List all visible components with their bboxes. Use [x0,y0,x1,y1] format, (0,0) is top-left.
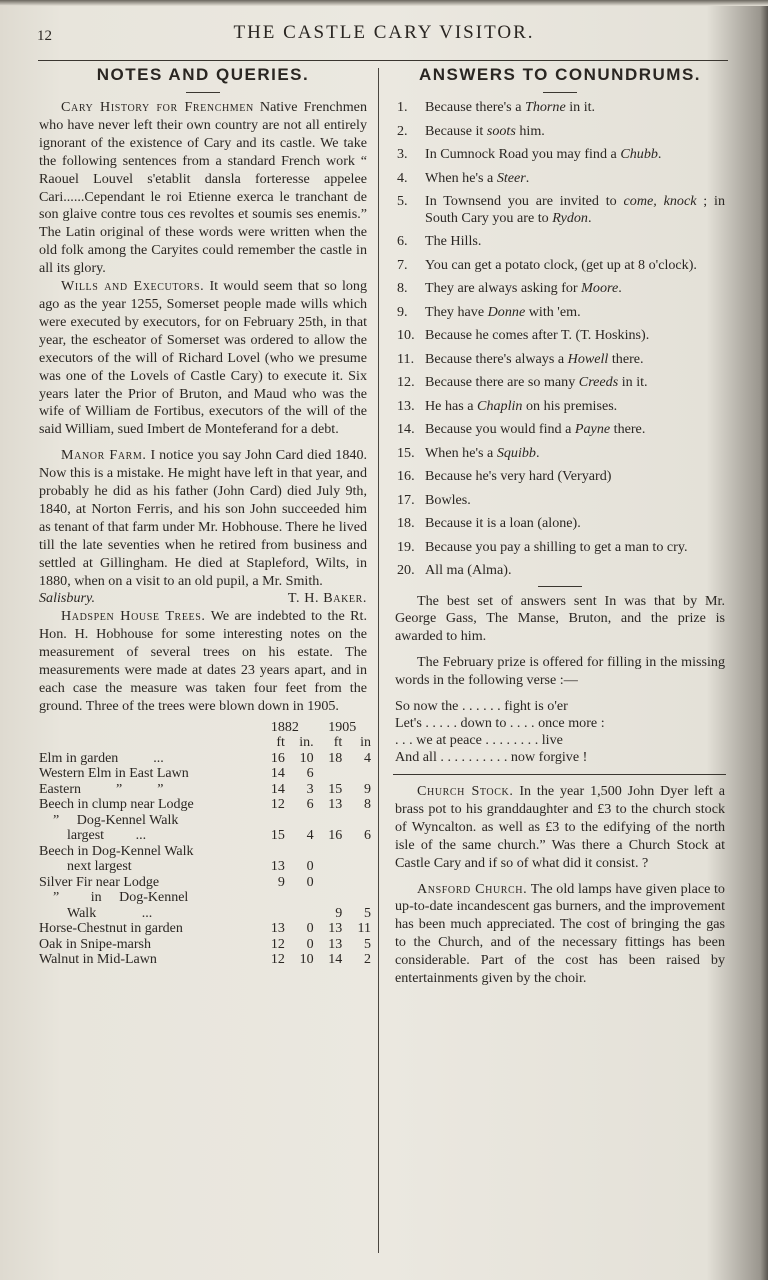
measurement-cell: 13 [270,859,285,875]
measurement-cell: 10 [299,952,314,968]
article-body: Native Frenchmen who have never left their own country are not all entirely ignorant of the existence of Cary and its castle. We take the following sentences from a standard French work “ Raouel Louvel s'etablit dansla forteresse appelee Cari......Cependant le roi Etienne exerca le tranchant de son glaive contre tous ces revoltes et soumis ses enemis.” The Latin original of these words were written when the old folk among the Caryites could remember the castle in all its glory. [39,99,367,277]
running-title: THE CASTLE CARY VISITOR. [233,22,535,43]
answer-item [395,421,725,438]
measurement-cell [285,813,314,829]
answer-fragment: Because there are so many [425,374,579,390]
unit: in. [299,735,314,751]
answer-number: 20. [397,562,415,578]
answer-item [395,398,725,415]
answer-emphasis: Squibb [496,444,536,461]
verse-line: Let's . . . . . down to . . . . once more : [395,715,605,732]
answer-text [425,468,725,485]
answer-fragment: All ma (Alma). [425,562,512,578]
answer-item [395,562,725,579]
answer-fragment: . [587,209,592,226]
measurement-cell: 0 [306,874,314,890]
measurement-cell [285,906,314,922]
heading-dash [543,92,577,93]
answer-fragment: Because there's always a [425,350,568,367]
answer-fragment: ; in South Cary you are to [425,193,725,226]
answer-item [395,193,725,226]
answer-number: 8. [397,280,408,296]
answer-text [425,327,725,344]
measurement-cell [314,890,343,906]
table-row [39,766,371,782]
tree-name: Oak in Snipe-marsh [39,936,151,952]
heading-dash [186,92,220,93]
answer-number: 6. [397,233,408,249]
measurement-cell [256,844,285,860]
table-row [39,751,371,767]
section-dash [538,586,582,587]
tree-name: ” in Dog-Kennel [39,890,189,906]
answer-text [425,99,725,116]
measurement-cell [314,875,343,891]
measurement-cell: 12 [270,952,285,968]
answer-fragment: When he's a [425,444,497,461]
answer-fragment: Because there's a [425,99,525,115]
answer-number: 12. [397,374,415,390]
answer-number: 19. [397,538,415,555]
measurement-cell [314,813,343,829]
answer-text [425,515,725,532]
tree-name: next largest [39,859,132,875]
table-row [39,921,371,937]
answer-number: 14. [397,421,415,437]
tree-name: Eastern ” ” [39,781,164,797]
answer-item [395,233,725,250]
answer-fragment: In Townsend you are invited to [425,193,624,209]
measurement-cell: 13 [328,936,343,952]
answer-item [395,257,725,274]
answer-text [425,562,725,579]
year-1905: 1905 [328,719,357,735]
tree-name: Beech in Dog-Kennel Walk [39,843,194,859]
answer-fragment: in it. [618,374,648,390]
tree-name: Walnut in Mid-Lawn [39,952,157,968]
measurement-cell: 11 [357,921,371,937]
answer-number: 2. [397,122,408,139]
measurement-cell: 4 [306,828,314,844]
verse-line: And all . . . . . . . . . . now forgive ! [395,749,588,766]
measurement-cell: 15 [328,781,343,797]
measurement-cell: 16 [328,828,343,844]
measurement-cell: 6 [306,797,314,813]
measurement-cell: 6 [306,766,314,782]
measurement-cell: 0 [306,936,314,952]
table-row [39,890,371,906]
answer-number: 18. [397,515,415,531]
answer-number: 9. [397,303,408,320]
answer-item [395,304,725,321]
answer-fragment: The Hills. [425,233,482,249]
table-row [39,828,371,844]
answer-text [425,146,725,163]
answer-item [395,351,725,368]
tree-name: Walk ... [39,905,153,921]
answer-emphasis: Rydon [552,209,588,226]
unit: in [360,735,371,751]
answer-text [425,280,725,297]
answer-emphasis: Thorne [524,99,566,115]
answer-text [425,170,725,187]
answer-item [395,515,725,532]
answer-number: 4. [397,169,408,186]
article-hadspen-trees [39,608,367,715]
answer-fragment: Because it [425,122,487,139]
measurement-cell: 4 [364,750,371,766]
measurement-cell [314,766,343,782]
answer-number: 17. [397,491,415,508]
article-body: We are indebted to the Rt. Hon. H. Hobhouse for some interesting notes on the measurement of several trees on his estate. The measurements were made at dates 23 years apart, and in each case the measure was taken four feet from the ground. Three of the trees were blown down in 1905. [39,608,367,714]
table-row [39,952,371,968]
answer-emphasis: come, knock [623,193,697,209]
answer-text [425,445,725,462]
measurement-cell: 16 [270,750,285,766]
measurement-cell: 18 [328,750,343,766]
article-title: Ansford Church. [417,880,528,897]
page-number: 12 [37,28,52,44]
answer-number: 3. [397,146,408,162]
answer-fragment: Because he's very hard (Veryard) [425,468,612,484]
answer-emphasis: Moore [581,280,619,296]
measurement-cell: 12 [270,936,285,952]
answer-text [425,351,725,368]
notes-and-queries-heading: NOTES AND QUERIES. [96,65,310,84]
table-year-header [39,720,371,736]
tree-measurement-table [39,720,371,968]
answer-emphasis: Payne [574,421,611,437]
measurement-cell [285,844,314,860]
table-row [39,937,371,953]
answer-fragment: with 'em. [525,303,581,320]
verse-line: . . . we at peace . . . . . . . . live [395,732,563,749]
unit: ft [333,735,343,751]
measurement-cell [342,844,371,860]
answer-emphasis: Howell [567,350,609,367]
answer-fragment: in it. [565,99,596,115]
answer-item [395,374,725,391]
answer-fragment: . [657,146,662,162]
answer-fragment: him. [515,122,545,139]
answer-number: 13. [397,397,415,414]
article-body: I notice you say John Card died 1840. Now this is a mistake. He might have left in that year, and probably he did as his father (John Card) died July 9th, 1840, at Norton Ferris, and his son John succeeded him as tenant of that farm under Mr. Hobhouse. There he lived till the late seventies when he retired from business and settled at Gillingham. He died at Stapleford, Wilts, in 1880, when on a visit to an old pupil, a Mr. Smith. [39,447,368,589]
answer-fragment: . [618,280,622,296]
article-title: Wills and Executors. [61,278,205,295]
measurement-cell: 13 [328,921,343,937]
year-1882: 1882 [270,719,299,735]
article-cary-history [39,99,367,278]
measurement-cell [342,766,371,782]
page-edge-shadow [0,0,768,6]
measurement-cell: 14 [270,781,285,797]
answer-number: 1. [397,99,408,115]
section-rule [393,774,726,775]
answer-fragment: They are always asking for [425,280,582,296]
measurement-cell: 13 [270,921,285,937]
answer-fragment: He has a [425,397,478,414]
column-divider [378,68,379,1253]
article-wills-executors [39,278,367,439]
table-row [39,782,371,798]
measurement-cell: 5 [364,905,371,921]
measurement-cell [314,844,343,860]
answer-fragment: Because you pay a shilling to get a man to cry. [425,538,688,555]
measurement-cell: 9 [364,781,371,797]
article-church-stock [395,783,725,873]
measurement-cell: 0 [306,859,314,875]
tree-name: Western Elm in East Lawn [39,766,189,782]
verse-line: So now the . . . . . . fight is o'er [395,698,568,715]
answer-fragment: When he's a [425,169,497,186]
answer-item [395,123,725,140]
answer-text [425,374,725,391]
signature [39,590,367,608]
answer-item [395,468,725,485]
answer-emphasis: Chaplin [477,397,523,414]
answer-emphasis: Creeds [578,374,619,390]
answer-fragment: there. [610,421,646,437]
measurement-cell [342,859,371,875]
measurement-cell: 6 [364,828,371,844]
answer-number: 11. [397,350,415,367]
answer-text [425,123,725,140]
answer-item [395,492,725,509]
answer-fragment: . [525,169,530,186]
measurement-cell: 2 [364,952,371,968]
answer-item [395,280,725,297]
answer-emphasis: Chubb [620,146,658,162]
answer-text [425,233,725,250]
answer-item [395,539,725,556]
table-row [39,813,371,829]
article-ansford-church [395,881,725,988]
measurement-cell [342,875,371,891]
table-row [39,859,371,875]
answer-fragment: In Cumnock Road you may find a [425,146,621,162]
tree-name: Beech in clump near Lodge [39,797,194,813]
measurement-cell [256,890,285,906]
answer-item [395,327,725,344]
answer-number: 10. [397,327,415,343]
measurement-cell: 5 [364,936,371,952]
tree-name: Elm in garden ... [39,750,164,766]
measurement-cell: 14 [270,766,285,782]
answers-heading: ANSWERS TO CONUNDRUMS. [418,65,702,84]
answer-text [425,193,725,226]
answer-fragment: You can get a potato clock, (get up at 8 o'clock). [425,256,697,273]
answer-fragment: on his premises. [522,397,618,414]
article-body: In the year 1,500 John Dyer left a brass pot to his granddaughter and £3 to the church stock of Wyncalton. as well as £3 to the edifying of the north isle of the same church.” Was there a Church Stock at Castle Cary and if so of what did it consist. ? [395,783,726,871]
answer-number: 7. [397,256,408,273]
answer-item [395,146,725,163]
answer-fragment: Because you would find a [425,421,575,437]
article-manor-farm [39,447,367,590]
tree-name: largest ... [39,828,147,844]
answer-text [425,398,725,415]
measurement-cell [342,813,371,829]
answer-emphasis: Donne [487,303,526,320]
answer-item [395,445,725,462]
answer-fragment: Bowles. [425,491,471,508]
measurement-cell [256,813,285,829]
answer-number: 5. [397,193,408,209]
answer-number: 15. [397,444,415,461]
measurement-cell: 15 [270,828,285,844]
article-title: Hadspen House Trees. [61,608,206,625]
table-row [39,844,371,860]
measurement-cell [314,859,343,875]
tree-name: Silver Fir near Lodge [39,874,160,890]
unit: ft [276,735,285,751]
february-prize-paragraph: The February prize is offered for filling in the missing words in the following verse :— [395,654,725,689]
measurement-cell: 8 [364,797,371,813]
measurement-cell: 13 [328,797,343,813]
measurement-cell [256,906,285,922]
right-column [395,64,725,988]
answer-fragment: . [535,444,540,461]
table-row [39,797,371,813]
answer-item [395,170,725,187]
answer-emphasis: Steer [496,169,526,186]
measurement-cell: 14 [328,952,343,968]
answer-fragment: Because it is a loan (alone). [425,515,581,531]
article-title: Manor Farm. [61,447,147,464]
article-body: The old lamps have given place to up-to-date incandescent gas burners, and the improvement has been much appreciated. The cost of bringing the gas to the Church, and of the necessary fittings has been considerable. Part of the cost has been raised by entertainments given by the choir. [395,880,725,987]
answer-emphasis: soots [486,122,516,139]
answer-text [425,304,725,321]
signature-place: Salisbury. [39,590,95,607]
answer-number: 16. [397,468,415,484]
tree-name: Horse-Chestnut in garden [39,921,183,937]
answer-text [425,421,725,438]
article-title: Cary History for Frenchmen [61,99,254,115]
signature-name: T. H. Baker. [287,590,367,607]
table-row [39,906,371,922]
measurement-cell [342,890,371,906]
answer-item [395,99,725,116]
measurement-cell [285,890,314,906]
measurement-cell: 0 [306,921,314,937]
answers-list [395,99,725,579]
measurement-cell: 12 [270,797,285,813]
answer-text [425,492,725,509]
answer-fragment: They have [425,303,488,320]
answer-text [425,539,725,556]
tree-name: ” Dog-Kennel Walk [39,812,179,828]
answer-fragment: Because he comes after T. (T. Hoskins). [425,327,650,343]
article-body: It would seem that so long ago as the year 1255, Somerset people made wills which were executed by executors, for on February 25th, in that year, the escheator of Somerset was ordered to allow the executors of the will of Richard Lovel (who we presume was one of the Lovels of Castle Cary) to execute it. Six years later the Prior of Bruton, and Maud who was the wife of William de Fortibus, executors of the will of the said William, sued Imbert de Monteferand for a debt. [39,278,368,438]
measurement-cell: 9 [277,874,285,890]
table-unit-header [39,735,371,751]
verse [395,698,725,766]
answer-fragment: there. [608,350,644,367]
answer-text [425,257,725,274]
measurement-cell: 9 [335,905,343,921]
left-column [39,64,371,968]
measurement-cell: 3 [306,781,314,797]
header-rule [38,60,728,61]
article-title: Church Stock. [417,783,514,800]
measurement-cell: 10 [299,750,314,766]
winner-paragraph: The best set of answers sent In was that by Mr. George Gass, The Manse, Bruton, and the prize is awarded to him. [395,592,725,645]
table-row [39,875,371,891]
